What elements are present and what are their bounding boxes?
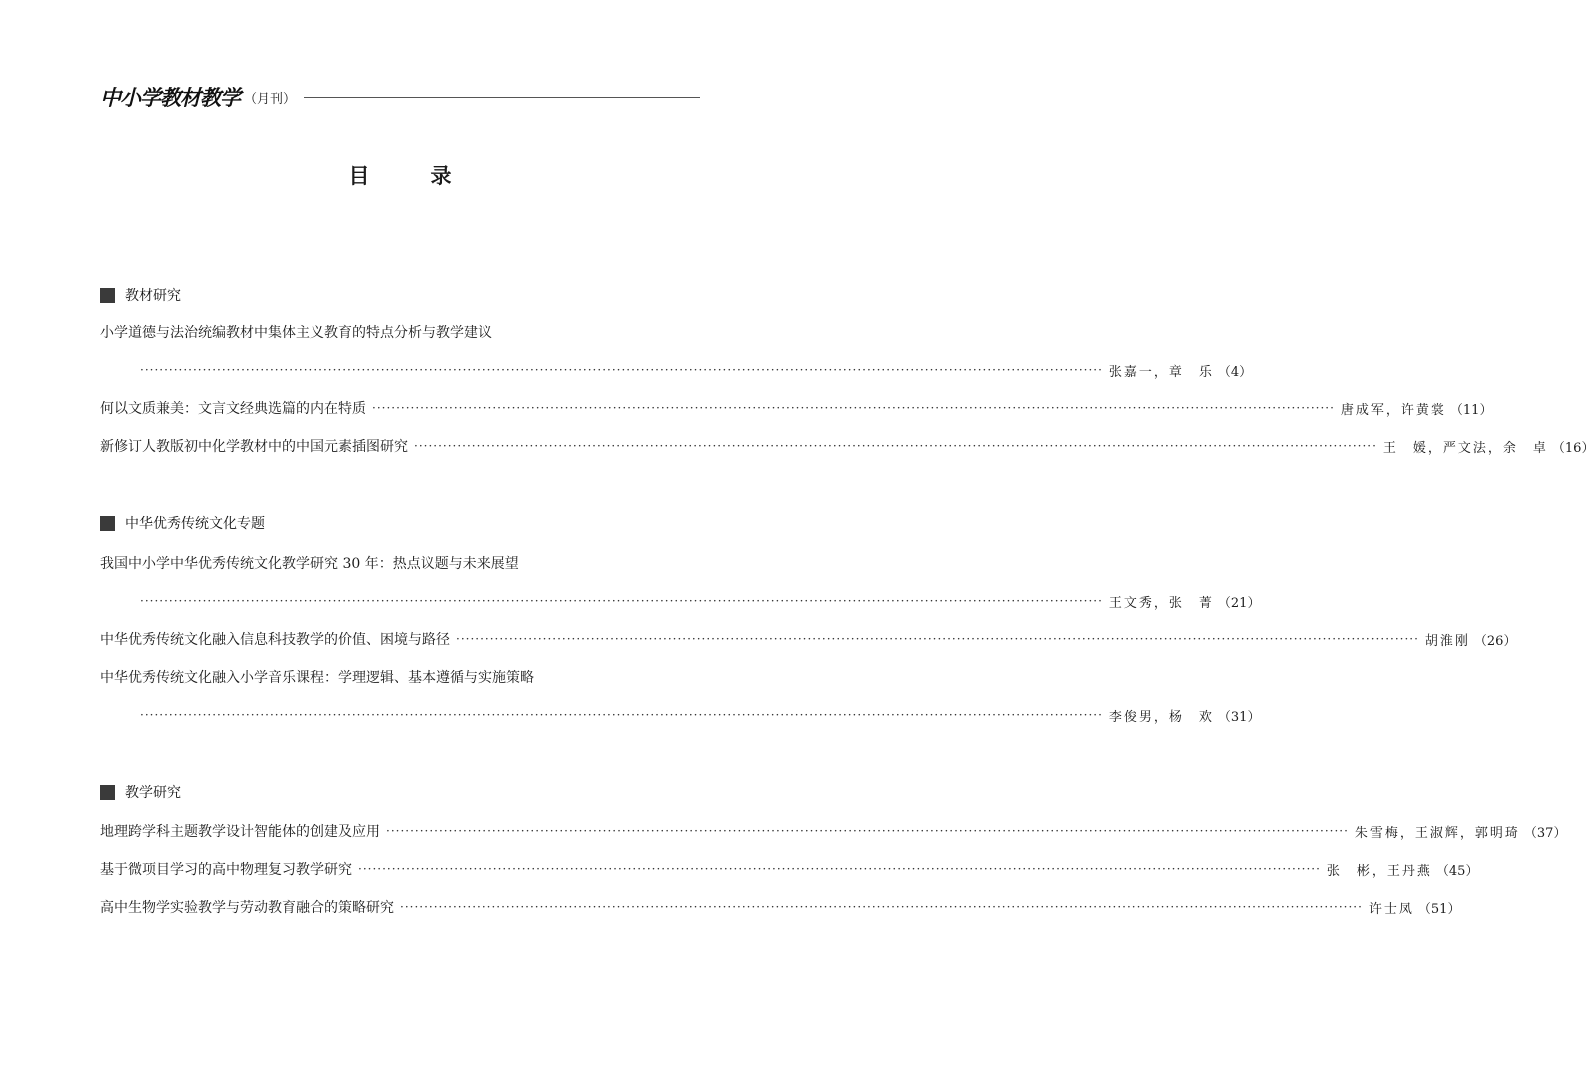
entry-title: 基于微项目学习的高中物理复习教学研究 [100,862,352,878]
entry-authors: 王文秀，张 菁 [1108,595,1214,611]
entry-authors: 李俊男，杨 欢 [1108,709,1214,725]
toc-entry[interactable] [100,435,1594,457]
toc-entry[interactable] [100,896,1461,918]
entry-page: （45） [1435,863,1479,879]
dot-leader: ········································································································································································································ [372,401,1335,415]
entry-page: （26） [1473,633,1517,649]
entry-authors: 许士凤 [1368,901,1414,917]
dot-leader: ········································································································································································································ [400,900,1363,914]
dot-leader: ········································································································································································································ [414,439,1377,453]
toc-entry-title-line[interactable] [100,552,700,574]
entry-authors: 朱雪梅，王淑辉，郭明琦 [1354,825,1520,841]
entry-title: 地理跨学科主题教学设计智能体的创建及应用 [100,824,380,840]
entry-page: （11） [1449,402,1493,418]
journal-header [100,84,700,110]
entry-title: 小学道德与法治统编教材中集体主义教育的特点分析与教学建议 [100,325,492,341]
entry-authors: 王 媛，严文法，余 卓 [1382,440,1548,456]
section-heading [100,285,181,305]
entry-page: （51） [1417,901,1461,917]
dot-leader: ········································································································································································································ [140,594,1103,608]
toc-entry[interactable] [100,820,1567,842]
toc-entry-title-line[interactable] [100,666,700,688]
entry-page: （31） [1217,709,1261,725]
entry-title: 我国中小学中华优秀传统文化教学研究 30 年：热点议题与未来展望 [100,556,519,572]
dot-leader: ········································································································································································································ [456,632,1419,646]
dot-leader: ········································································································································································································ [358,862,1321,876]
toc-title: 目 录 [348,164,472,188]
journal-frequency: （月刊） [244,91,297,107]
section-square-icon [100,288,115,303]
toc-entry[interactable] [100,397,1493,419]
dot-leader: ········································································································································································································ [386,824,1349,838]
section-label: 中华优秀传统文化专题 [125,516,265,532]
entry-authors: 张 彬，王丹燕 [1326,863,1432,879]
journal-logo: 中小学教材教学 [100,85,240,110]
section-heading [100,782,181,802]
entry-title: 新修订人教版初中化学教材中的中国元素插图研究 [100,439,408,455]
toc-entry-author-line[interactable] [140,359,1253,381]
header-rule [304,97,700,98]
section-label: 教学研究 [125,785,181,801]
entry-page: （16） [1551,440,1594,456]
entry-page: （37） [1523,825,1567,841]
entry-authors: 张嘉一，章 乐 [1108,364,1214,380]
dot-leader: ········································································································································································································ [140,708,1103,722]
section-square-icon [100,785,115,800]
entry-title: 高中生物学实验教学与劳动教育融合的策略研究 [100,900,394,916]
entry-title: 中华优秀传统文化融入小学音乐课程：学理逻辑、基本遵循与实施策略 [100,670,534,686]
entry-authors: 唐成军，许黄裳 [1340,402,1446,418]
toc-entry[interactable] [100,628,1517,650]
entry-authors: 胡淮刚 [1424,633,1470,649]
toc-entry[interactable] [100,858,1479,880]
section-label: 教材研究 [125,288,181,304]
toc-entry-author-line[interactable] [140,590,1261,612]
entry-page: （21） [1217,595,1261,611]
section-heading [100,513,265,533]
entry-title: 中华优秀传统文化融入信息科技教学的价值、困境与路径 [100,632,450,648]
toc-entry-author-line[interactable] [140,704,1261,726]
entry-page: （4） [1217,364,1253,380]
toc-entry-title-line[interactable] [100,321,700,343]
entry-title: 何以文质兼美：文言文经典选篇的内在特质 [100,401,366,417]
section-square-icon [100,516,115,531]
dot-leader: ········································································································································································································ [140,363,1103,377]
